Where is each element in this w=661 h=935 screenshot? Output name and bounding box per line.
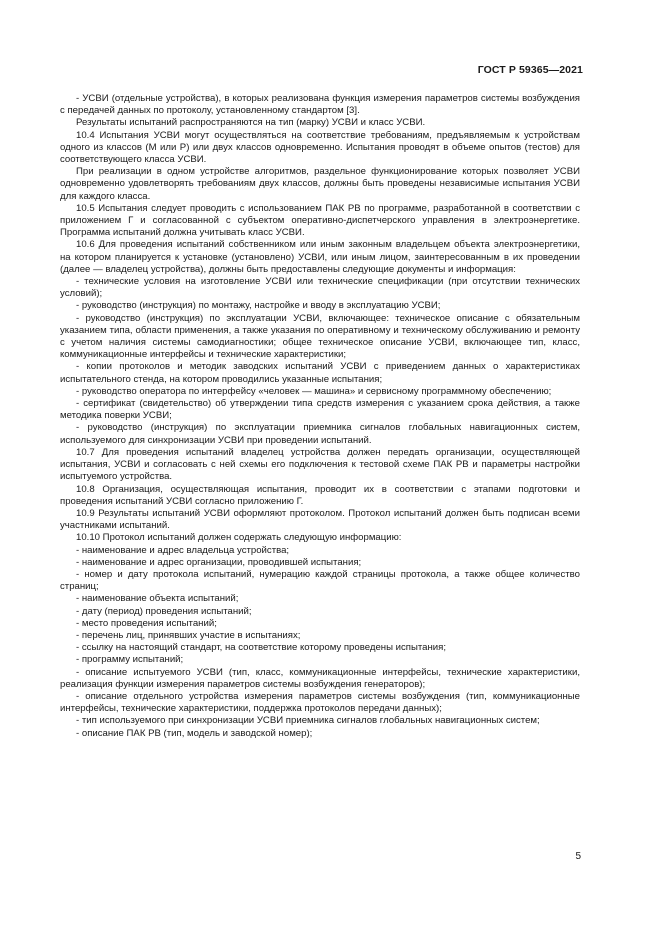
list-item: - номер и дату протокола испытаний, нумерацию каждой страницы протокола, а также общее количество страниц; bbox=[60, 568, 580, 593]
paragraph: 10.8 Организация, осуществляющая испытания, проводит их в соответствии с этапами подготовки и проведения испытаний УСВИ согласно приложению Г. bbox=[60, 483, 580, 507]
paragraph: 10.10 Протокол испытаний должен содержать следующую информацию: bbox=[76, 532, 402, 544]
list-item: - описание ПАК РВ (тип, модель и заводской номер); bbox=[76, 727, 313, 739]
paragraph: 10.5 Испытания следует проводить с использованием ПАК РВ по программе, разработанной в соответствии с приложением Г и согласованной с субъектом оперативно-диспетчерского управления в электроэнергетике. Программа испытаний должна учитывать класс УСВИ. bbox=[60, 202, 580, 239]
list-item: - руководство оператора по интерфейсу «человек — машина» и сервисному программному обеспечению; bbox=[76, 385, 552, 397]
list-item: - описание испытуемого УСВИ (тип, класс, коммуникационные интерфейсы, технические характеристики, реализация функции измерения параметров системы возбуждения генераторов); bbox=[60, 666, 580, 690]
paragraph: Результаты испытаний распространяются на тип (марку) УСВИ и класс УСВИ. bbox=[76, 117, 426, 129]
list-item: - наименование объекта испытаний; bbox=[76, 593, 239, 605]
list-item: - тип используемого при синхронизации УСВИ приемника сигналов глобальных навигационных систем; bbox=[76, 715, 540, 727]
document-body bbox=[60, 93, 580, 740]
list-item: - руководство (инструкция) по эксплуатации приемника сигналов глобальных навигационных систем, используемого для синхронизации УСВИ при проведении испытаний. bbox=[60, 422, 580, 446]
page-header: ГОСТ Р 59365—2021 bbox=[477, 64, 583, 76]
paragraph: 10.6 Для проведения испытаний собственником или иным законным владельцем объекта электроэнергетики, на котором планируется к установке (установлено) УСВИ, или иным лицом, заинтересованным в их проведении (далее — владелец устройства), должны быть предоставлены следующие документы и информация: bbox=[60, 239, 580, 275]
paragraph: 10.7 Для проведения испытаний владелец устройства должен передать организации, осуществляющей испытания, УСВИ и согласовать с ней схемы его подключения к тестовой схеме ПАК РВ и параметры настройки испытуемого устройства. bbox=[60, 446, 580, 483]
list-item: - копии протоколов и методик заводских испытаний УСВИ с приведением данных о характеристиках испытательного стенда, на котором проводились указанные испытания; bbox=[60, 361, 580, 385]
paragraph: - УСВИ (отдельные устройства), в которых реализована функция измерения параметров системы возбуждения с передачей данных по протоколу, установленному стандартом [3]. bbox=[60, 93, 580, 117]
list-item: - дату (период) проведения испытаний; bbox=[76, 605, 252, 617]
list-item: - сертификат (свидетельство) об утверждении типа средств измерения с указанием срока действия, а также методика поверки УСВИ; bbox=[60, 398, 580, 422]
paragraph: 10.9 Результаты испытаний УСВИ оформляют протоколом. Протокол испытаний должен быть подписан всеми участниками испытаний. bbox=[60, 507, 580, 532]
paragraph: 10.4 Испытания УСВИ могут осуществляться на соответствие требованиям, предъявляемым к устройствам одного из классов (М или Р) или двух классов одновременно. Испытания проводят в объеме опытов (тестов) для соответствующего класса УСВИ. bbox=[60, 129, 580, 166]
page-number: 5 bbox=[575, 851, 581, 862]
list-item: - описание отдельного устройства измерения параметров системы возбуждения (тип, коммуникационные интерфейсы, технические характеристики, поддержка протоколов передачи данных); bbox=[60, 690, 580, 715]
list-item: - место проведения испытаний; bbox=[76, 617, 217, 629]
list-item: - наименование и адрес организации, проводившей испытания; bbox=[76, 556, 362, 568]
list-item: - технические условия на изготовление УСВИ или технические спецификации (при отсутствии технических условий); bbox=[60, 276, 580, 300]
list-item: - наименование и адрес владельца устройства; bbox=[76, 544, 290, 556]
list-item: - ссылку на настоящий стандарт, на соответствие которому проведены испытания; bbox=[76, 642, 447, 654]
list-item: - руководство (инструкция) по монтажу, настройке и вводу в эксплуатацию УСВИ; bbox=[76, 300, 441, 312]
paragraph: При реализации в одном устройстве алгоритмов, раздельное функционирование которых позволяет УСВИ одновременно удовлетворять требованиям двух классов, должны быть проведены независимые испытания УСВИ для каждого класса. bbox=[60, 166, 580, 202]
list-item: - перечень лиц, принявших участие в испытаниях; bbox=[76, 629, 301, 641]
list-item: - программу испытаний; bbox=[76, 654, 184, 666]
list-item: - руководство (инструкция) по эксплуатации УСВИ, включающее: техническое описание с обязательным указанием типа, области применения, а также указания по оперативному и техническому обслуживанию и ремонту с учетом наличия системы самодиагностики; общее техническое описание УСВИ, включающее тип, класс, коммуникационные интерфейсы и технические характеристики; bbox=[60, 312, 580, 361]
